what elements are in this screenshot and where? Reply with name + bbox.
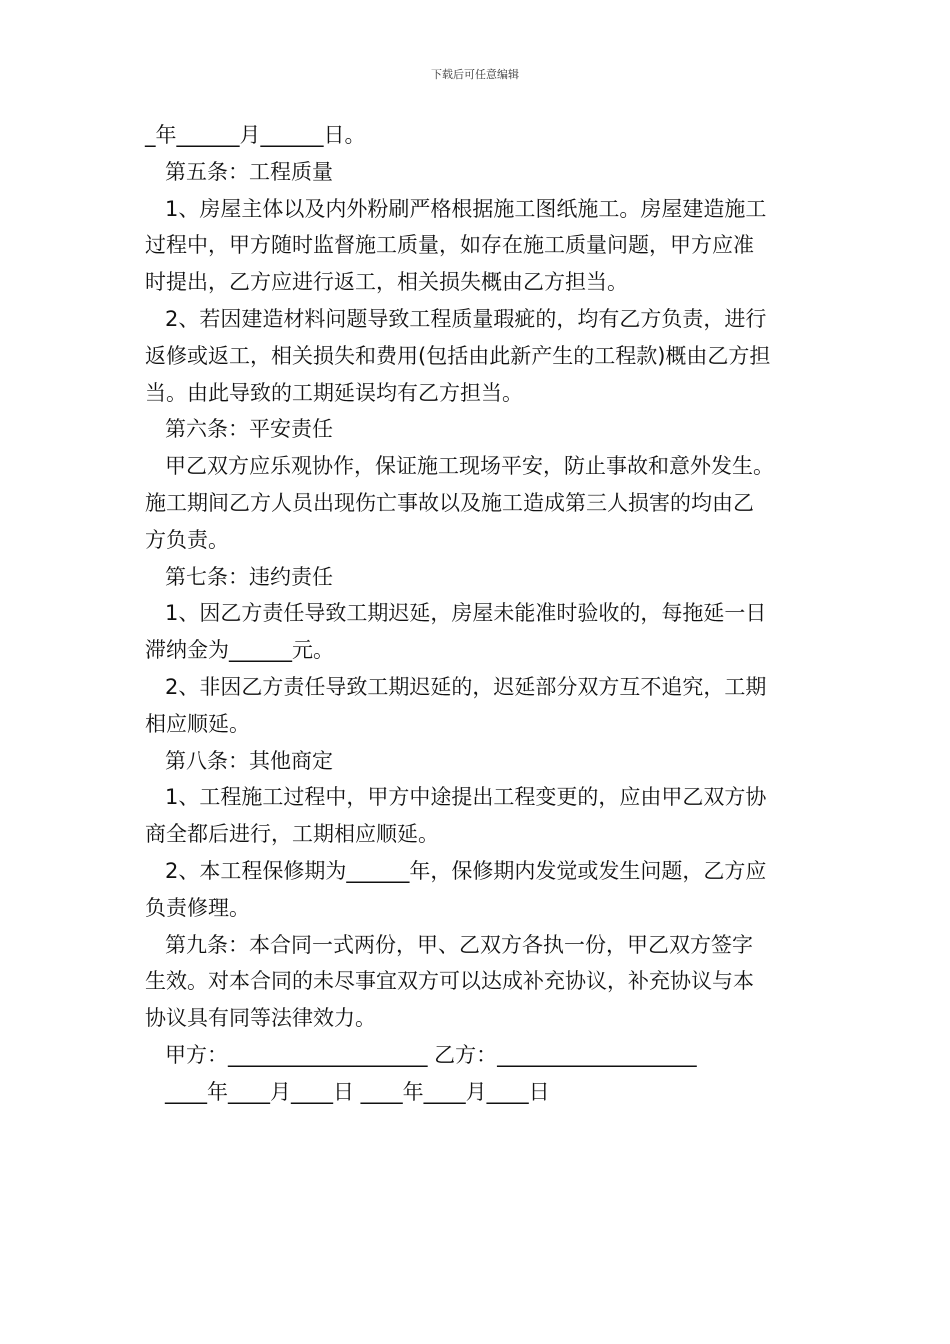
article-8-clause-1-cont: 商全都后进行，工期相应顺延。 bbox=[145, 822, 439, 847]
article-8-clause-1: 1、工程施工过程中，甲方中途提出工程变更的，应由甲乙双方协 bbox=[165, 785, 767, 810]
article-7-heading: 第七条：违约责任 bbox=[165, 564, 333, 589]
article-7-clause-2: 2、非因乙方责任导致工期迟延的，迟延部分双方互不追究，工期 bbox=[165, 674, 767, 699]
contract-body bbox=[145, 117, 815, 1111]
article-5-clause-2-cont: 返修或返工，相关损失和费用(包括由此新产生的工程款)概由乙方担 bbox=[145, 343, 771, 368]
page-header: 下载后可任意编辑 bbox=[431, 68, 519, 81]
article-8-clause-2: 2、本工程保修期为______年，保修期内发觉或发生问题，乙方应 bbox=[165, 858, 767, 883]
article-5-clause-1-cont: 时提出，乙方应进行返工，相关损失概由乙方担当。 bbox=[145, 270, 628, 295]
article-7-clause-1-cont: 滞纳金为______元。 bbox=[145, 638, 334, 663]
article-6-body: 甲乙双方应乐观协作，保证施工现场平安，防止事故和意外发生。 bbox=[165, 454, 774, 479]
signature-date-line: ____年____月____日 ____年____月____日 bbox=[165, 1079, 550, 1104]
article-6-heading: 第六条：平安责任 bbox=[165, 417, 333, 442]
article-9-cont: 生效。对本合同的未尽事宜双方可以达成补充协议，补充协议与本 bbox=[145, 969, 754, 994]
article-6-body-cont: 方负责。 bbox=[145, 527, 229, 552]
article-8-heading: 第八条：其他商定 bbox=[165, 748, 333, 773]
article-7-clause-1: 1、因乙方责任导致工期迟延，房屋未能准时验收的，每拖延一日 bbox=[165, 601, 767, 626]
article-5-clause-1-cont: 过程中，甲方随时监督施工质量，如存在施工质量问题，甲方应准 bbox=[145, 233, 754, 258]
article-9-cont: 协议具有同等法律效力。 bbox=[145, 1006, 376, 1031]
article-6-body-cont: 施工期间乙方人员出现伤亡事故以及施工造成第三人损害的均由乙 bbox=[145, 490, 754, 515]
article-5-clause-2: 2、若因建造材料问题导致工程质量瑕疵的，均有乙方负责，进行 bbox=[165, 306, 767, 331]
article-7-clause-2-cont: 相应顺延。 bbox=[145, 711, 250, 736]
article-8-clause-2-cont: 负责修理。 bbox=[145, 895, 250, 920]
article-5-heading: 第五条：工程质量 bbox=[165, 159, 333, 184]
article-5-clause-2-cont: 当。由此导致的工期延误均有乙方担当。 bbox=[145, 380, 523, 405]
article-9: 第九条：本合同一式两份，甲、乙双方各执一份，甲乙双方签字 bbox=[165, 932, 753, 957]
signature-line: 甲方：___________________ 乙方：___________________ bbox=[165, 1042, 697, 1067]
article-5-clause-1: 1、房屋主体以及内外粉刷严格根据施工图纸施工。房屋建造施工 bbox=[165, 196, 767, 221]
date-line: _年______月______日。 bbox=[145, 123, 366, 147]
